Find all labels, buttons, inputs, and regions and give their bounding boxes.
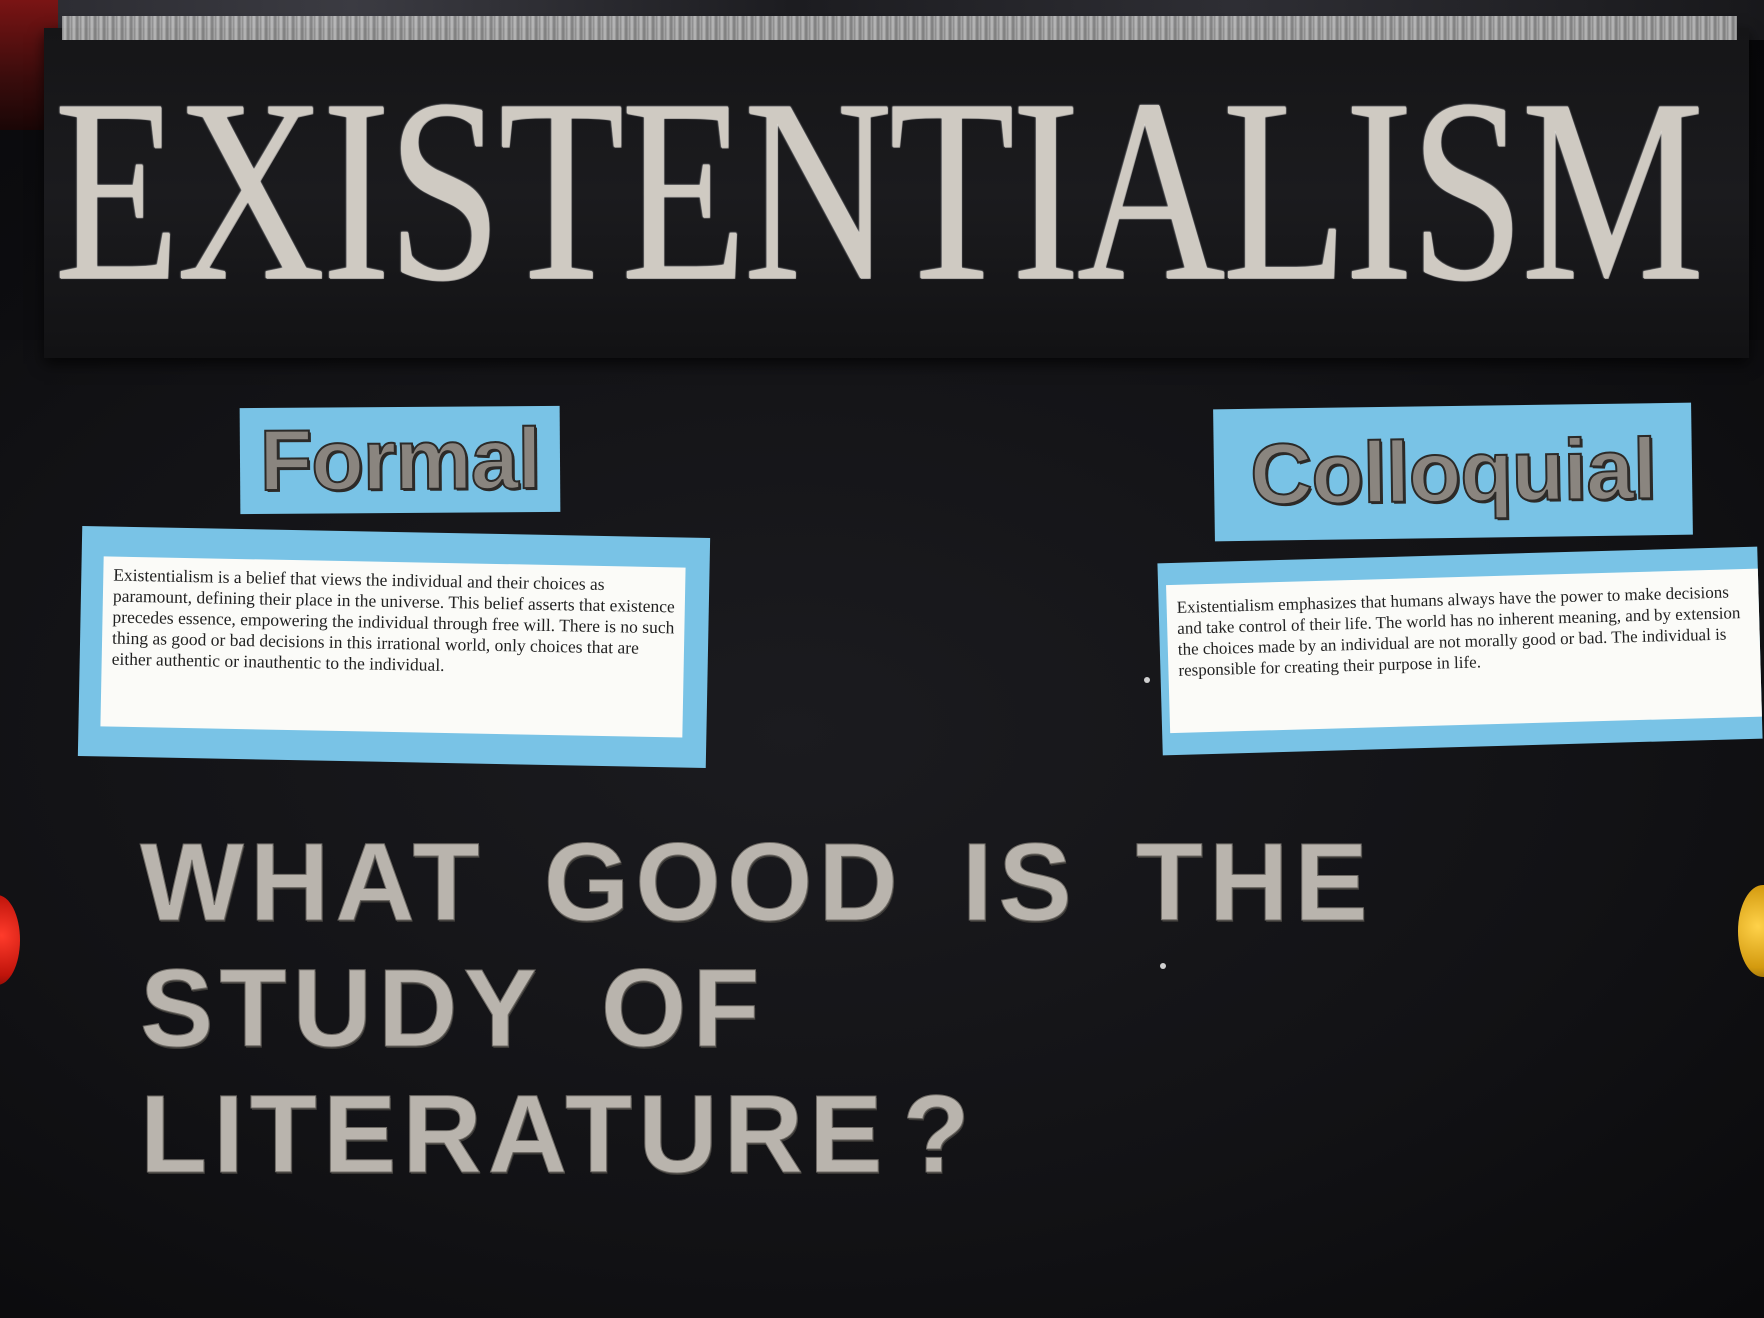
question-word: LITERATURE <box>140 1073 889 1196</box>
formal-definition-text: Existentialism is a belief that views the individual and their choices as paramount, defining their place in the universe. This belief asserts that existence precedes essence, empowering the individual through free will. There is no such thing as good or bad decisions in this irrational world, only choices that are either authentic or inauthentic to the individual. <box>100 556 685 737</box>
formal-label-text: Formal <box>259 411 541 509</box>
formal-definition-card <box>78 526 710 768</box>
question-heading <box>140 820 1374 1198</box>
question-word: WHAT <box>140 821 486 944</box>
question-word: STUDY <box>140 947 543 1070</box>
board-speck <box>1144 677 1150 683</box>
question-word: OF <box>600 947 766 1070</box>
question-line-3 <box>140 1072 1300 1198</box>
colloquial-definition-text: Existentialism emphasizes that humans always have the power to make decisions and take control of their life. The world has no inherent meaning, and by extension the choices made by an individual are not morally good or bad. The individual is responsible for creating their purpose in life. <box>1166 569 1762 733</box>
glitter-trim <box>62 16 1737 40</box>
question-word: THE <box>1135 821 1374 944</box>
question-word: GOOD <box>543 821 904 944</box>
colloquial-label-text: Colloquial <box>1249 421 1657 523</box>
formal-label <box>240 406 561 514</box>
board-title: EXISTENTIALISM <box>54 45 1701 335</box>
question-mark: ? <box>902 1073 976 1196</box>
question-word: IS <box>961 821 1078 944</box>
question-line-1 <box>140 820 1374 946</box>
board-speck <box>1160 963 1166 969</box>
colloquial-label <box>1213 403 1693 542</box>
colloquial-definition-card <box>1157 547 1762 756</box>
question-line-2 <box>140 946 1300 1072</box>
